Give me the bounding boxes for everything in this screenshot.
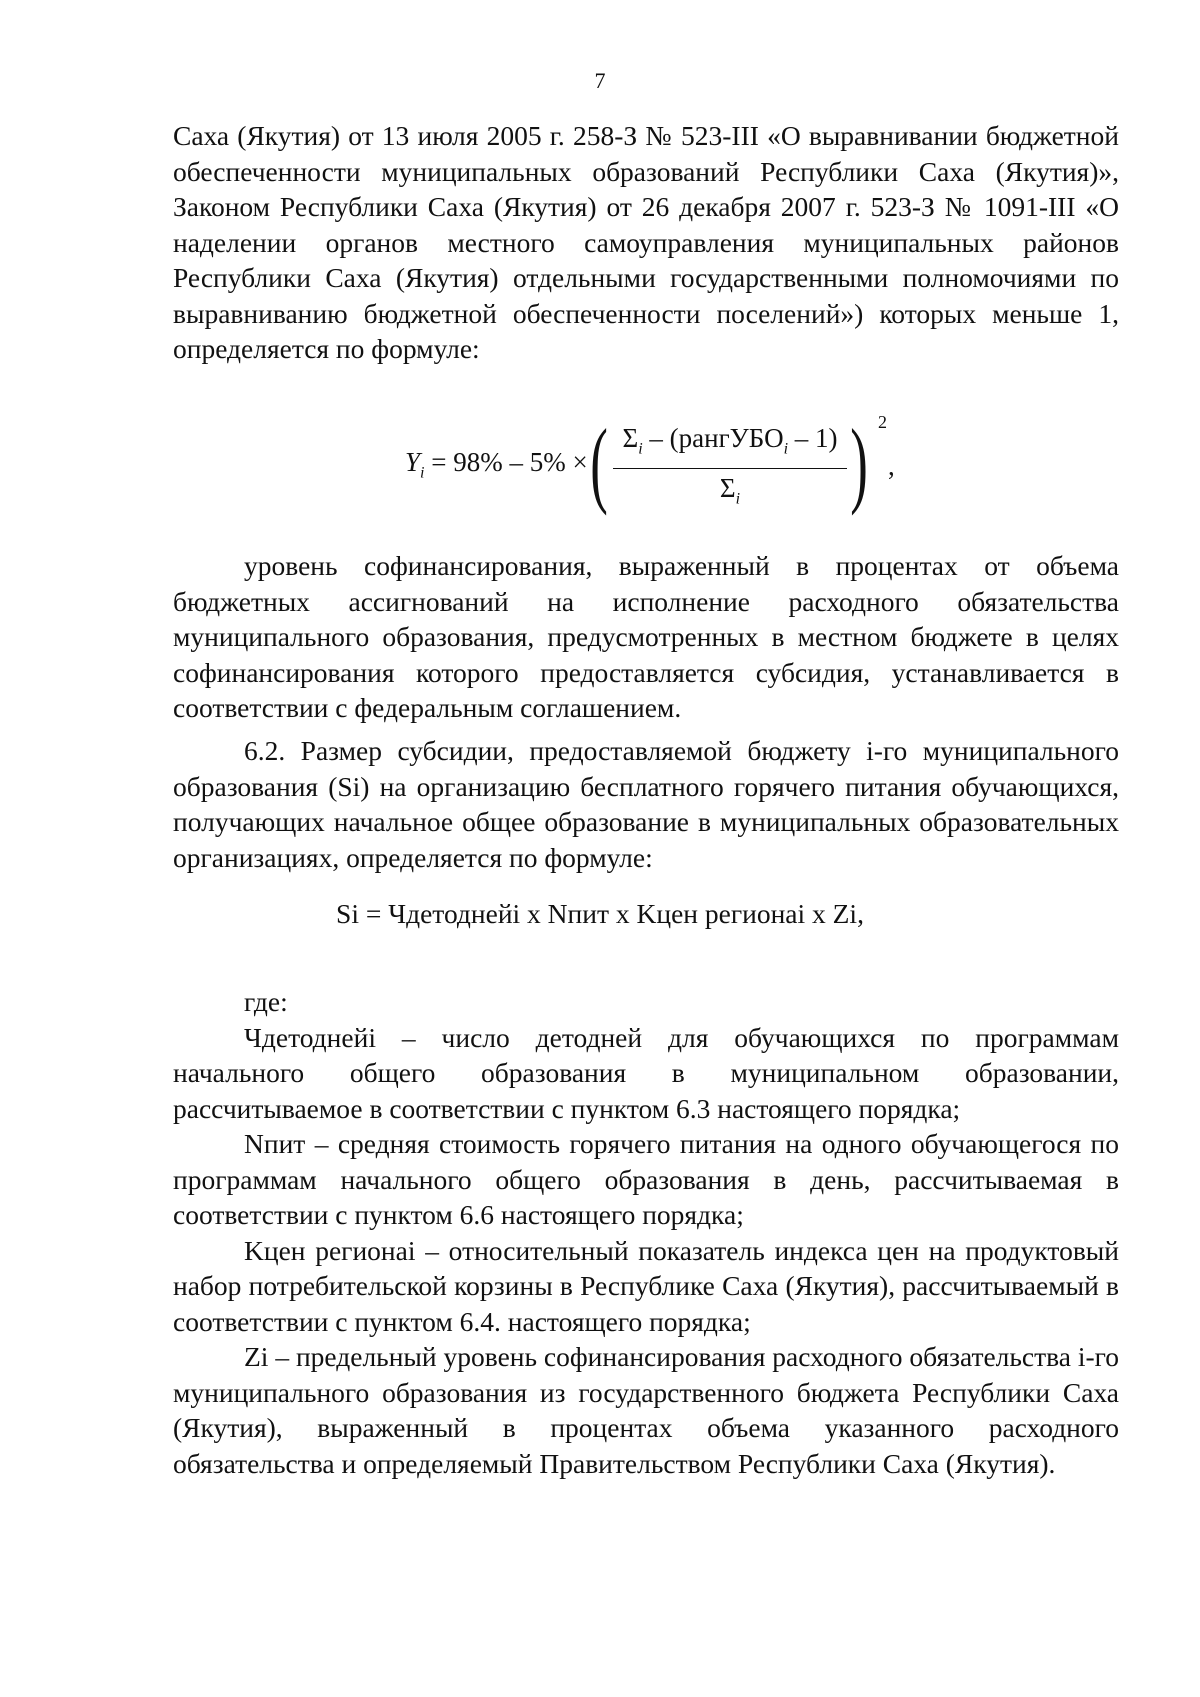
cofinancing-text: уровень софинансирования, выраженный в процентах от объема бюджетных ассигнований на исполнение расходного обязательства муниципального образования, предусмотренных в местном бюджете в целях софинансирования которого предоставляется субсидия, устанавливается в соответствии с федеральным соглашением. xyxy=(173,550,1119,723)
left-paren: ( xyxy=(590,409,608,516)
cofinancing-paragraph xyxy=(173,548,1119,726)
right-paren: ) xyxy=(850,409,868,516)
definition-kcen: Kцен регионаi – относительный показатель индекса цен на продуктовый набор потребительской корзины в Республике Саха (Якутия), рассчитываемый в соответствии с пунктом 6.4. настоящего порядка; xyxy=(173,1234,1119,1337)
definition-days: Чдетоднейi – число детодней для обучающихся по программам начального общего образования в муниципальном образовании, рассчитываемое в соответствии с пунктом 6.3 настоящего порядка; xyxy=(173,1021,1119,1124)
formula-numerator: $\Sigma_i$ – (рангУБО$_i$ – 1) xyxy=(622,423,838,458)
subsidy-formula: Si = Чдетоднейi x Nпит x Kцен регионаi x Zi, xyxy=(336,898,864,929)
subsidy-text: 6.2. Размер субсидии, предоставляемой бюджету i-го муниципального образования (Si) на организацию бесплатного горячего питания обучающихся, получающих начальное общее образование в муниципальных образовательных организациях, определяется по формуле: xyxy=(173,735,1119,873)
definition-zi: Zi – предельный уровень софинансирования расходного обязательства i-го муниципального образования из государственного бюджета Республики Саха (Якутия), выраженный в процентах объема указанного расходного обязательства и определяемый Правительством Республики Саха (Якутия). xyxy=(173,1341,1120,1479)
page-number: 7 xyxy=(594,68,606,93)
intro-paragraph xyxy=(173,118,1119,367)
definition-npit: Nпит – средняя стоимость горячего питания на одного обучающегося по программам начального общего образования в день, рассчитываемая в соответствии с пунктом 6.6 настоящего порядка; xyxy=(173,1128,1119,1230)
formula-exponent: 2 xyxy=(878,412,887,432)
subsidy-paragraph xyxy=(173,733,1119,875)
intro-text: Саха (Якутия) от 13 июля 2005 г. 258-З № 523-III «О выравнивании бюджетной обеспеченности муниципальных образований Республики Саха (Якутия)», Законом Республики Саха (Якутия) от 26 декабря 2007 г. 523-З № 1091-III «О наделении органов местного самоуправления муниципальных районов Республики Саха (Якутия) отдельными государственными полномочиями по выравниванию бюджетной обеспеченности поселений») которых меньше 1, определяется по формуле: xyxy=(173,120,1119,364)
formula-fraction xyxy=(605,423,855,511)
formula-denominator: $\Sigma_i$ xyxy=(719,473,741,508)
where-label: где: xyxy=(244,986,288,1017)
fraction-bar xyxy=(613,468,847,469)
formula-lhs: $Y_i = 98\% - 5\%$ × xyxy=(405,447,588,482)
formula-comma: , xyxy=(888,451,895,481)
definitions-section xyxy=(173,984,1119,1481)
cofinancing-formula xyxy=(400,409,900,516)
